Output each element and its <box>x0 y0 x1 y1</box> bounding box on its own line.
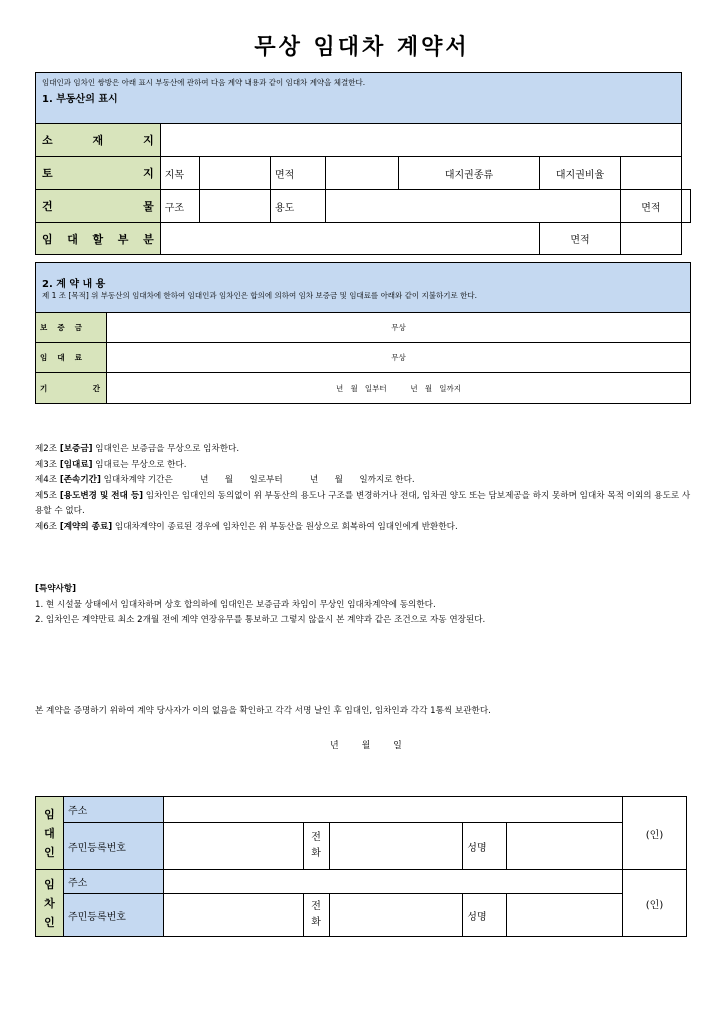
special-heading: [특약사항] <box>35 584 77 594</box>
special-item-1: 1. 현 시설물 상태에서 임대차하며 상호 합의하에 임대인은 보증금과 차임이 무상인 임대차계약에 동의한다. <box>35 599 436 610</box>
signature-table <box>35 796 687 937</box>
period-label: 기 간 <box>36 373 107 404</box>
tenant-name-field[interactable] <box>507 894 623 937</box>
deposit-value[interactable]: 무상 <box>107 313 691 343</box>
contract-date[interactable]: 년 월 일 <box>330 741 402 751</box>
contract-header <box>36 263 691 313</box>
rented-area-field[interactable] <box>620 223 681 255</box>
tenant-phone-label: 전화 <box>303 894 329 937</box>
tenant-name-label: 성명 <box>463 894 507 937</box>
period-value[interactable]: 년 월 일부터 년 월 일까지 <box>107 373 691 404</box>
contract-heading: 2. 계 약 내 용 <box>42 279 106 290</box>
article-5: 제5조 [용도변경 및 전대 등] 임차인은 임대인의 동의없이 위 부동산의 용도나 구조를 변경하거나 전대, 임차권 양도 또는 담보제공을 하지 못하며 임대차 목적 이외의 용도로 사용할 수 없다. <box>35 490 691 516</box>
land-category-field[interactable] <box>200 157 271 190</box>
tenant-id-label: 주민등록번호 <box>63 894 163 937</box>
article-6: 제6조 [계약의 종료] 임대차계약이 종료된 경우에 임차인은 위 부동산을 원상으로 회복하여 임대인에게 반환한다. <box>35 521 458 532</box>
usage-label: 용도 <box>270 190 325 223</box>
structure-label: 구조 <box>160 190 200 223</box>
location-field[interactable] <box>160 124 681 157</box>
deposit-label: 보 증 금 <box>36 313 107 343</box>
landlord-phone-field[interactable] <box>329 823 463 870</box>
landlord-id-label: 주민등록번호 <box>63 823 163 870</box>
landlord-label: 임대인 <box>36 797 64 870</box>
tenant-phone-field[interactable] <box>329 894 463 937</box>
rented-area-label: 면적 <box>540 223 621 255</box>
tenant-id-field[interactable] <box>163 894 303 937</box>
land-category-label: 지목 <box>160 157 200 190</box>
article-4: 제4조 [존속기간] 임대차계약 기간은 년 월 일로부터 년 월 일까지로 한다. <box>35 475 415 485</box>
document-title: 무상 임대차 계약서 <box>254 35 470 60</box>
closing-statement: 본 계약을 증명하기 위하여 계약 당사자가 이의 없음을 확인하고 각각 서명 날인 후 임대인, 임차인과 각각 1통씩 보관한다. <box>35 706 491 716</box>
land-right-ratio-label: 대지권비율 <box>540 157 621 190</box>
landlord-address-label: 주소 <box>63 797 163 823</box>
tenant-address-label: 주소 <box>63 870 163 894</box>
tenant-label: 임차인 <box>36 870 64 937</box>
contract-table <box>35 262 691 404</box>
building-area-label: 면적 <box>620 190 681 223</box>
building-label: 건 물 <box>36 190 161 223</box>
landlord-name-label: 성명 <box>463 823 507 870</box>
article1-text: 제 1 조 [목적] 위 부동산의 임대차에 한하여 임대인과 임차인은 합의에 의하여 임차 보증금 및 임대료를 아래와 같이 지불하기로 한다. <box>42 291 478 300</box>
article-2: 제2조 [보증금] 임대인은 보증금을 무상으로 임차한다. <box>35 444 240 454</box>
special-item-2: 2. 임차인은 계약만료 최소 2개월 전에 계약 연장유무를 통보하고 그렇지 않을시 본 계약과 같은 조건으로 자동 연장된다. <box>35 615 486 625</box>
landlord-id-field[interactable] <box>163 823 303 870</box>
landlord-seal[interactable]: (인) <box>623 797 687 870</box>
article-3: 제3조 [임대료] 임대료는 무상으로 한다. <box>35 459 187 470</box>
property-heading: 1. 부동산의 표시 <box>42 94 118 105</box>
rented-part-label: 임 대 할 부 분 <box>36 223 161 255</box>
rented-part-field[interactable] <box>160 223 539 255</box>
tenant-address-field[interactable] <box>163 870 622 894</box>
land-area-field[interactable] <box>326 157 399 190</box>
location-label: 소 재 지 <box>36 124 161 157</box>
land-right-ratio-field[interactable] <box>620 157 681 190</box>
property-header <box>36 73 682 124</box>
landlord-address-field[interactable] <box>163 797 622 823</box>
special-terms <box>35 582 695 629</box>
building-area-field[interactable] <box>682 190 691 223</box>
landlord-name-field[interactable] <box>507 823 623 870</box>
landlord-phone-label: 전화 <box>303 823 329 870</box>
property-table <box>35 72 691 255</box>
tenant-seal[interactable]: (인) <box>623 870 687 937</box>
articles-section <box>35 442 695 535</box>
land-label: 토 지 <box>36 157 161 190</box>
land-area-label: 면적 <box>270 157 325 190</box>
land-right-type-label: 대지권종류 <box>398 157 539 190</box>
property-intro: 임대인과 임차인 쌍방은 아래 표시 부동산에 관하여 다음 계약 내용과 같이 임대차 계약을 체결한다. <box>42 78 366 87</box>
rent-value[interactable]: 무상 <box>107 343 691 373</box>
structure-field[interactable] <box>200 190 271 223</box>
usage-field[interactable] <box>326 190 621 223</box>
rent-label: 임 대 료 <box>36 343 107 373</box>
